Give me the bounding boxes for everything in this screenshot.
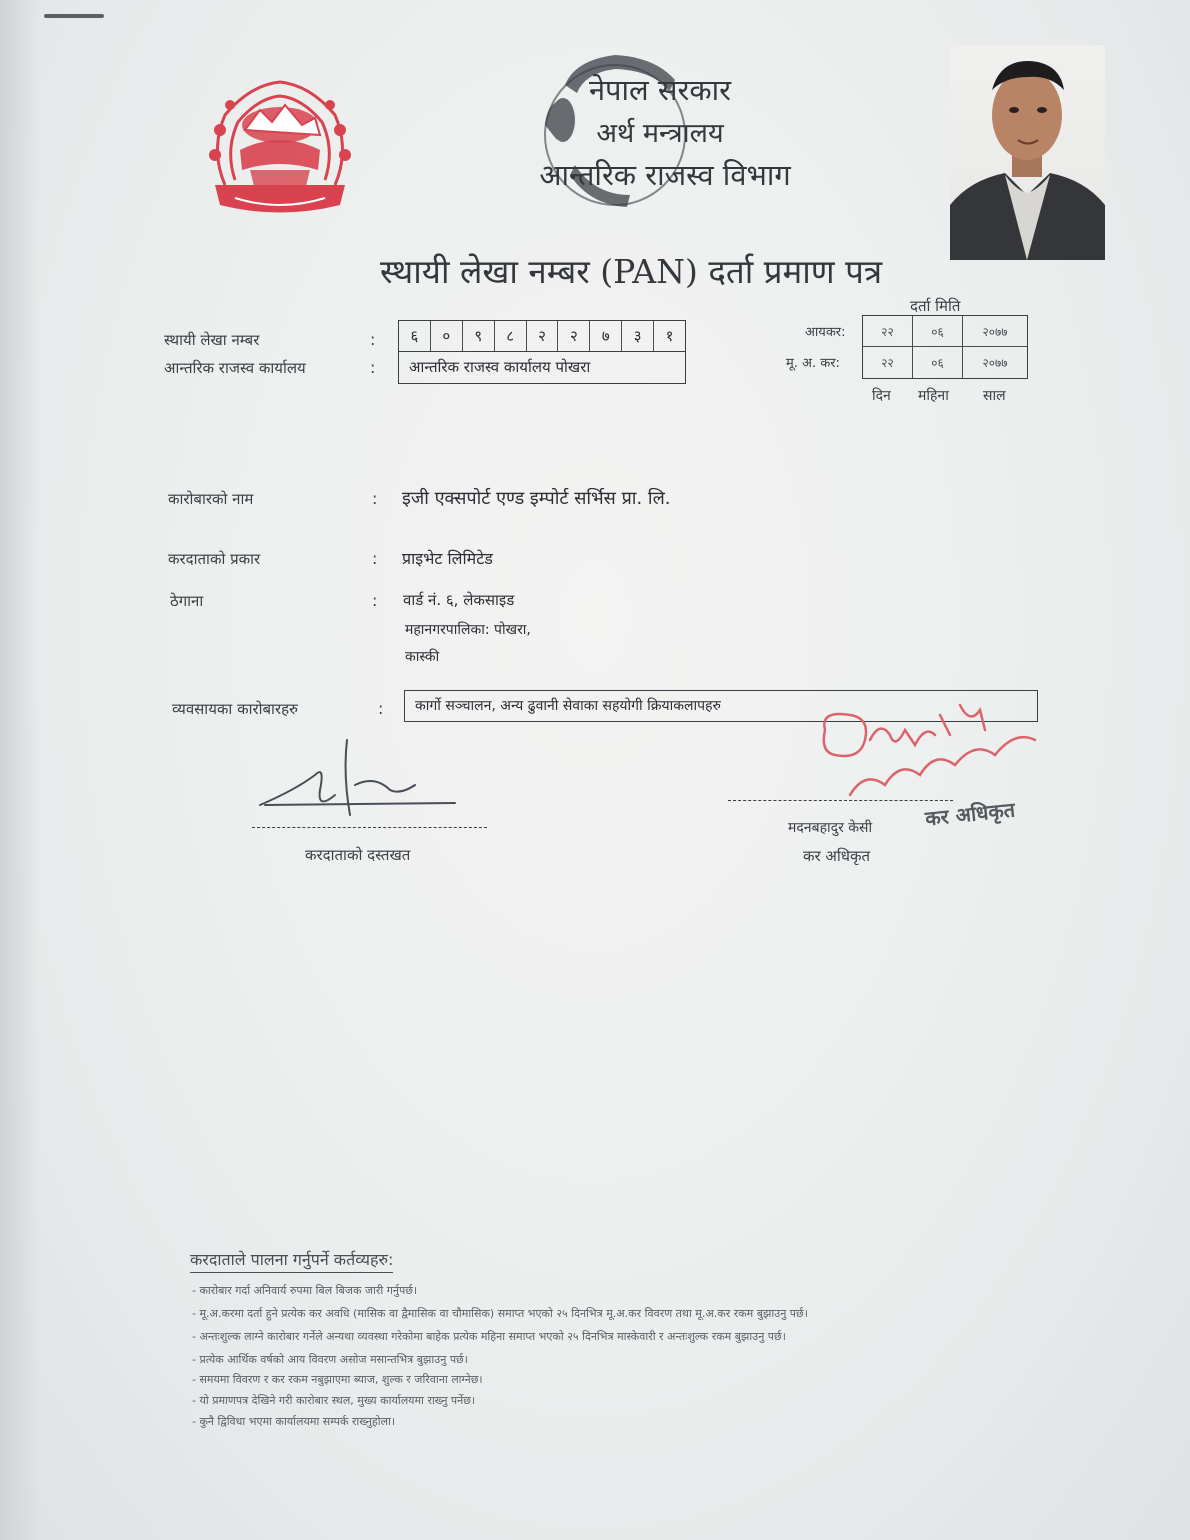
income-tax-month: ०६ <box>913 316 963 347</box>
income-tax-day: २२ <box>863 316 913 347</box>
officer-stamp: कर अधिकृत <box>924 797 1017 831</box>
day-label: दिन <box>872 388 891 404</box>
taxpayer-type-value: प्राइभेट लिमिटेड <box>402 549 493 568</box>
nepal-emblem-icon <box>190 70 370 230</box>
address-line1: वार्ड नं. ६, लेकसाइड <box>403 591 515 609</box>
business-name-value: इजी एक्सपोर्ट एण्ड इम्पोर्ट सर्भिस प्रा. लि. <box>402 488 671 509</box>
business-activities-value: कार्गो सञ्चालन, अन्य ढुवानी सेवाका सहयोगी क्रियाकलापहरु <box>415 698 721 714</box>
office-value: आन्तरिक राजस्व कार्यालय पोखरा <box>409 358 591 376</box>
vat-label: मू. अ. कर: <box>786 356 840 371</box>
pan-digit: २ <box>558 321 590 351</box>
taxpayer-type-label: करदाताको प्रकार <box>168 550 261 568</box>
government-name: नेपाल सरकार <box>588 73 732 107</box>
handwritten-stamp <box>810 690 1050 810</box>
address-line3: कास्की <box>405 649 440 665</box>
duty-item: - समयमा विवरण र कर रकम नबुझाएमा ब्याज, शुल्क र जरिवाना लाग्नेछ। <box>192 1373 483 1386</box>
year-label: साल <box>983 388 1006 404</box>
colon: : <box>372 489 378 508</box>
registration-date-table <box>862 315 1028 379</box>
person-photo-icon <box>950 45 1105 260</box>
month-label: महिना <box>918 388 949 404</box>
taxpayer-signature <box>255 735 465 830</box>
business-activities-label: व्यवसायका कारोबारहरु <box>172 700 299 718</box>
colon: : <box>370 330 376 349</box>
duty-item: - मू.अ.करमा दर्ता हुने प्रत्येक कर अवधि (मासिक वा द्वैमासिक वा चौमासिक) समाप्त भएको २५ दिनभित्र मू.अ.कर विवरण तथा मू.अ.कर रकम बुझाउनु पर्छ। <box>192 1307 808 1320</box>
pan-digit: ० <box>431 321 463 351</box>
pan-digit: १ <box>665 327 674 345</box>
pan-digits <box>399 321 685 352</box>
colon: : <box>378 699 384 718</box>
pan-label: स्थायी लेखा नम्बर <box>164 331 260 349</box>
signature-line <box>252 827 487 828</box>
scan-mark <box>44 14 104 18</box>
certificate-title: स्थायी लेखा नम्बर (PAN) दर्ता प्रमाण पत्र <box>380 252 883 291</box>
income-tax-label: आयकर: <box>805 325 846 340</box>
duties-title: करदाताले पालना गर्नुपर्ने कर्तव्यहरु: <box>190 1248 393 1273</box>
pan-digit: २ <box>527 321 559 351</box>
vat-day: २२ <box>863 347 913 378</box>
vat-month: ०६ <box>913 347 963 378</box>
duty-item: - यो प्रमाणपत्र देखिने गरी कारोबार स्थल, मुख्य कार्यालयमा राख्नु पर्नेछ। <box>192 1394 476 1407</box>
pan-digit: ६ <box>399 321 431 351</box>
registration-date-heading: दर्ता मिति <box>910 297 961 315</box>
pan-digit: ७ <box>590 321 622 351</box>
colon: : <box>370 358 376 377</box>
pan-digit: ३ <box>622 321 654 351</box>
office-label: आन्तरिक राजस्व कार्यालय <box>164 359 306 377</box>
ministry-name: अर्थ मन्त्रालय <box>596 118 724 149</box>
taxpayer-signature-label: करदाताको दस्तखत <box>305 846 411 864</box>
address-label: ठेगाना <box>170 592 204 610</box>
colon: : <box>372 549 378 568</box>
taxpayer-photo <box>950 45 1105 260</box>
address-line2: महानगरपालिका: पोखरा, <box>405 622 531 638</box>
pan-digit: ८ <box>495 321 527 351</box>
vat-year: २०७७ <box>982 356 1008 370</box>
page-shadow <box>0 0 40 1540</box>
business-name-label: कारोबारको नाम <box>168 490 254 508</box>
officer-title: कर अधिकृत <box>803 847 871 865</box>
officer-signature-line <box>728 800 953 801</box>
duty-item: - अन्तःशुल्क लाग्ने कारोबार गर्नेले अन्यथा व्यवस्था गरेकोमा बाहेक प्रत्येक महिना समाप्त भएको २५ दिनभित्र मास्केवारी र अन्तःशुल्क रकम बुझाउनु पर्छ। <box>192 1330 786 1343</box>
duty-item: - प्रत्येक आर्थिक वर्षको आय विवरण असोज मसान्तभित्र बुझाउनु पर्छ। <box>192 1353 468 1366</box>
officer-name: मदनबहादुर केसी <box>788 820 873 836</box>
pan-digit: ९ <box>463 321 495 351</box>
income-tax-year: २०७७ <box>963 316 1027 347</box>
department-name: आन्तरिक राजस्व विभाग <box>539 158 791 192</box>
colon: : <box>372 591 378 610</box>
duty-item: - कुनै द्विविधा भएमा कार्यालयमा सम्पर्क राख्नुहोला। <box>192 1415 396 1428</box>
duty-item: - कारोबार गर्दा अनिवार्य रुपमा बिल बिजक जारी गर्नुपर्छ। <box>192 1284 418 1297</box>
pan-box <box>398 320 686 384</box>
